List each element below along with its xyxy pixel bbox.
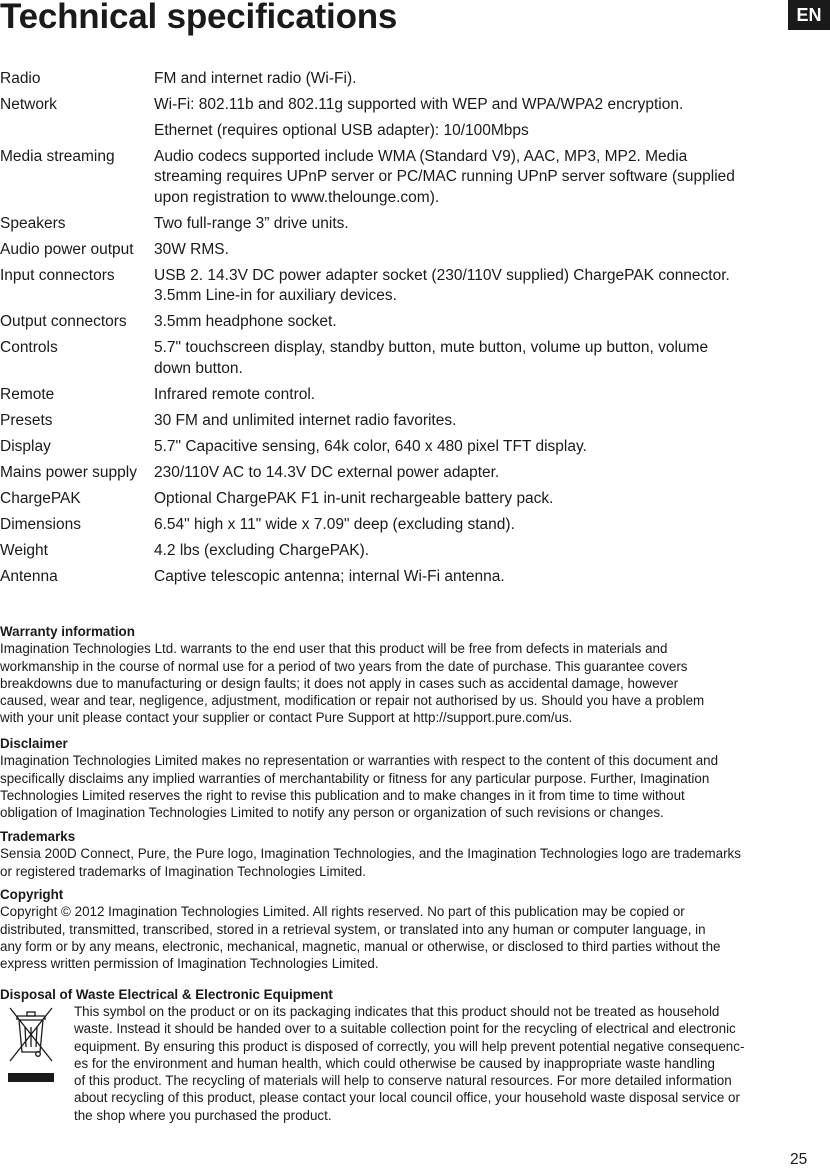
spec-row-presets	[0, 411, 800, 432]
section-line: Copyright © 2012 Imagination Technologies Limited. All rights reserved. No part of this publication may be copied or	[0, 904, 685, 920]
page-title: Technical specifications	[0, 0, 398, 36]
section-heading: Warranty information	[0, 624, 135, 639]
spec-value-line: 5.7" touchscreen display, standby button, mute button, volume up button, volume	[154, 339, 709, 356]
spec-value-line: Two full-range 3” drive units.	[154, 214, 349, 232]
spec-label: Presets	[0, 411, 53, 429]
spec-value	[154, 411, 784, 432]
warranty-section	[0, 623, 790, 727]
spec-row-dimensions	[0, 515, 800, 536]
spec-row-input-connectors	[0, 266, 800, 307]
section-line: about recycling of this product, please contact your local council office, your household waste disposal service or	[74, 1090, 740, 1106]
spec-label: Weight	[0, 541, 48, 559]
section-heading: Disclaimer	[0, 736, 68, 751]
spec-value-line: Ethernet (requires optional USB adapter): 10/100Mbps	[154, 121, 529, 139]
spec-label: Speakers	[0, 214, 66, 232]
spec-row-display	[0, 437, 800, 458]
section-line: express written permission of Imagination Technologies Limited.	[0, 956, 379, 972]
spec-label: ChargePAK	[0, 489, 81, 507]
spec-value	[154, 214, 784, 235]
spec-value	[154, 515, 784, 536]
spec-row-antenna	[0, 567, 800, 588]
spec-value	[154, 489, 784, 510]
spec-value	[154, 437, 784, 458]
spec-label: Media streaming	[0, 147, 115, 165]
spec-value	[154, 541, 784, 562]
spec-value-line: upon registration to www.thelounge.com).	[154, 188, 440, 206]
spec-row-controls	[0, 338, 800, 379]
spec-table	[0, 69, 800, 593]
spec-value-line: 4.2 lbs (excluding ChargePAK).	[154, 541, 370, 559]
section-line: specifically disclaims any implied warranties of merchantability or fitness for any particular purpose. Further, Imagination	[0, 770, 710, 786]
section-line: es for the environment and human health, which could otherwise be caused by inappropriate waste handling	[74, 1055, 715, 1071]
spec-value-line: USB 2. 14.3V DC power adapter socket (230/110V supplied) ChargePAK connector.	[154, 266, 730, 284]
spec-value-line: down button.	[154, 359, 243, 377]
copyright-section	[0, 886, 790, 972]
spec-row-output-connectors	[0, 312, 800, 333]
spec-value-line: 230/110V AC to 14.3V DC external power adapter.	[154, 463, 500, 481]
section-line: the shop where you purchased the product.	[74, 1107, 332, 1123]
spec-value-line: 3.5mm Line-in for auxiliary devices.	[154, 287, 397, 304]
spec-row-network	[0, 95, 800, 141]
section-line: breakdowns due to manufacturing or design faults; it does not apply in cases such as accidental damage, however	[0, 675, 679, 691]
spec-value-line: Optional ChargePAK F1 in-unit rechargeable battery pack.	[154, 489, 554, 507]
spec-label: Radio	[0, 70, 41, 87]
spec-row-audio-power-output	[0, 240, 800, 261]
section-line: Sensia 200D Connect, Pure, the Pure logo, Imagination Technologies, and the Imagination Technologies logo are trademarks	[0, 846, 741, 862]
spec-value-line: FM and internet radio (Wi-Fi).	[154, 70, 357, 87]
spec-row-remote	[0, 385, 800, 406]
section-line: caused, wear and tear, negligence, adjustment, modification or repair not authorised by us. Should you have a problem	[0, 693, 705, 709]
spec-value-line: 30 FM and unlimited internet radio favorites.	[154, 411, 457, 429]
spec-value-line: Audio codecs supported include WMA (Standard V9), AAC, MP3, MP2. Media	[154, 147, 688, 165]
spec-label: Network	[0, 96, 57, 113]
section-line: obligation of Imagination Technologies Limited to notify any person or organization of such revisions or changes.	[0, 805, 664, 821]
section-line: equipment. By ensuring this product is disposed of correctly, you will help prevent potential negative consequenc-	[74, 1038, 745, 1054]
section-line: Imagination Technologies Limited makes no representation or warranties with respect to the content of this document and	[0, 753, 719, 769]
section-line: of this product. The recycling of materials will help to conserve natural resources. For more detailed information	[74, 1073, 732, 1089]
spec-row-mains-power-supply	[0, 463, 800, 484]
spec-value-line: Wi-Fi: 802.11b and 802.11g supported with WEP and WPA/WPA2 encryption.	[154, 96, 684, 113]
section-line: workmanship in the course of normal use for a period of two years from the date of purchase. This guarantee covers	[0, 658, 688, 674]
spec-value	[154, 147, 784, 209]
spec-row-chargepak	[0, 489, 800, 510]
spec-value	[154, 266, 784, 307]
section-line: distributed, transmitted, transcribed, stored in a retrieval system, or translated into any human or computer language, in	[0, 921, 706, 937]
section-heading: Disposal of Waste Electrical & Electronic Equipment	[0, 987, 333, 1002]
spec-label: Antenna	[0, 567, 58, 585]
section-line: This symbol on the product or on its packaging indicates that this product should not be treated as household	[74, 1004, 720, 1019]
spec-value	[154, 240, 784, 261]
page-number: 25	[790, 1151, 808, 1168]
spec-value	[154, 69, 784, 90]
spec-value-line: 6.54" high x 11" wide x 7.09" deep (excluding stand).	[154, 515, 515, 533]
spec-value	[154, 463, 784, 484]
section-heading: Trademarks	[0, 829, 76, 844]
spec-value-line: 3.5mm headphone socket.	[154, 313, 337, 330]
spec-row-speakers	[0, 214, 800, 235]
disclaimer-section	[0, 735, 790, 821]
spec-value-line: Captive telescopic antenna; internal Wi-Fi antenna.	[154, 567, 505, 585]
spec-label: Input connectors	[0, 266, 115, 284]
spec-row-weight	[0, 541, 800, 562]
section-heading: Copyright	[0, 887, 64, 902]
spec-value-line: streaming requires UPnP server or PC/MAC running UPnP server software (supplied	[154, 168, 735, 185]
spec-row-radio	[0, 69, 800, 90]
language-badge: EN	[788, 0, 830, 30]
spec-label: Audio power output	[0, 240, 134, 258]
spec-value	[154, 338, 784, 379]
spec-label: Remote	[0, 385, 55, 403]
section-line: Technologies Limited reserves the right to revise this publication and to make changes in it from time to time without	[0, 787, 685, 803]
spec-label: Dimensions	[0, 515, 81, 533]
spec-value	[154, 95, 784, 141]
spec-label: Mains power supply	[0, 463, 137, 481]
disposal-text	[74, 1003, 790, 1124]
spec-label: Controls	[0, 339, 58, 356]
spec-row-media-streaming	[0, 147, 800, 209]
spec-value-line: 30W RMS.	[154, 240, 229, 258]
spec-value-line: 5.7" Capacitive sensing, 64k color, 640 x 480 pixel TFT display.	[154, 437, 587, 455]
section-line: with your unit please contact your supplier or contact Pure Support at http://support.pure.com/us.	[0, 710, 573, 726]
section-line: waste. Instead it should be handed over to a suitable collection point for the recycling of electrical and electronic	[74, 1021, 736, 1037]
spec-value	[154, 385, 784, 406]
crossed-out-wheelie-bin-icon	[8, 1003, 54, 1089]
spec-value	[154, 567, 784, 588]
spec-label: Output connectors	[0, 313, 127, 330]
spec-value	[154, 312, 784, 333]
spec-value-line: Infrared remote control.	[154, 385, 316, 403]
section-line: Imagination Technologies Ltd. warrants to the end user that this product will be free from defects in materials and	[0, 641, 668, 657]
section-line: or registered trademarks of Imagination Technologies Limited.	[0, 863, 366, 879]
trademarks-section	[0, 828, 790, 880]
disposal-section	[0, 986, 790, 1123]
section-line: any form or by any means, electronic, mechanical, magnetic, manual or otherwise, or disclosed to third parties without the	[0, 938, 721, 954]
spec-label: Display	[0, 437, 51, 455]
